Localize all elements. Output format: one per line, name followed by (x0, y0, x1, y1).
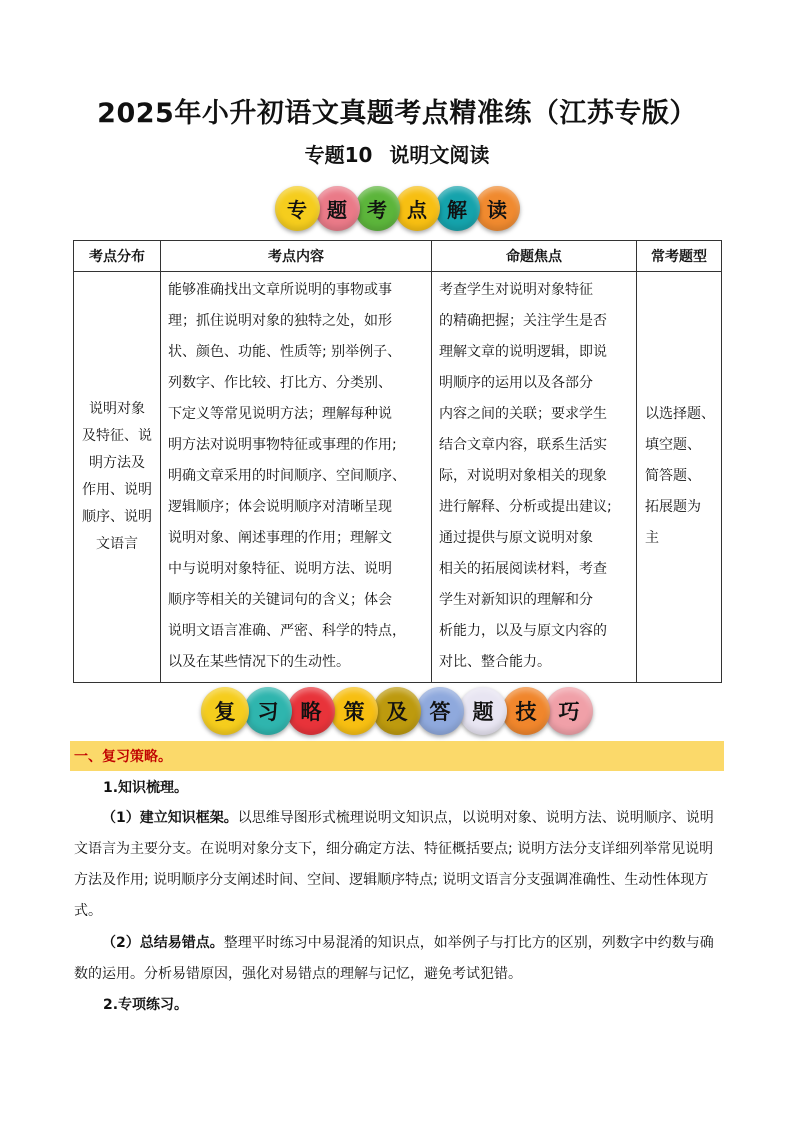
badge-circle: 答 (416, 687, 464, 735)
framework-text: 以思维导图形式梳理说明文知识点，以说明对象、说明方法、说明顺序、说明文语言为主要分支。在说明对象分支下，细分确定方法、特征概括要点; 说明方法分支详细列举常见说明方法及作用; 说明顺序分支阐述时间、空间、逻辑顺序特点; 说明文语言分支强调准确性、生动性体现方式。 (74, 810, 714, 919)
header-distribution: 考点分布 (74, 241, 161, 272)
badge-circle: 巧 (545, 687, 593, 735)
topic-subtitle: 专题10 说明文阅读 (304, 143, 490, 167)
errors-text: 整理平时练习中易混淆的知识点，如举例子与打比方的区别，列数字中约数与确数的运用。分析易错原因，强化对易错点的理解与记忆，避免考试犯错。 (74, 935, 714, 982)
badge-circle: 考 (355, 186, 400, 231)
cell-line: 明确文章采用的时间顺序、空间顺序、 (168, 468, 406, 484)
header-focus: 命题焦点 (432, 241, 637, 272)
framework-lead: （1）建立知识框架。 (102, 810, 238, 826)
cell-line: 结合文章内容，联系生活实 (439, 437, 607, 453)
cell-line: 主 (645, 530, 659, 546)
errors-lead: （2）总结易错点。 (102, 935, 224, 951)
cell-line: 理；抓住说明对象的独特之处，如形 (168, 313, 392, 329)
cell-line: 学生对新知识的理解和分 (439, 592, 593, 608)
cell-focus (432, 272, 637, 683)
cell-line: 填空题、 (645, 437, 701, 453)
cell-line: 进行解释、分析或提出建议; (439, 499, 612, 515)
cell-line: 逻辑顺序；体会说明顺序对清晰呈现 (168, 499, 392, 515)
strategy-badges (0, 687, 794, 735)
cell-line: 内容之间的关联；要求学生 (439, 406, 607, 422)
cell-types (637, 272, 722, 683)
cell-line: 以选择题、 (645, 406, 715, 422)
cell-line: 状、颜色、功能、性质等; 别举例子、 (168, 344, 402, 360)
cell-content (161, 272, 432, 683)
cell-line: 对比、整合能力。 (439, 654, 551, 670)
cell-line: 及特征、说 (82, 428, 152, 444)
cell-line: 说明文语言准确、严密、科学的特点， (168, 623, 406, 639)
cell-line: 列数字、作比较、打比方、分类别、 (168, 375, 392, 391)
badge-circle: 习 (244, 687, 292, 735)
topic-badges (0, 186, 794, 231)
badge-circle: 复 (201, 687, 249, 735)
cell-line: 理解文章的说明逻辑，即说 (439, 344, 607, 360)
cell-line: 顺序、说明 (82, 509, 152, 525)
cell-line: 拓展题为 (645, 499, 701, 515)
badge-circle: 题 (459, 687, 507, 735)
badge-circle: 略 (287, 687, 335, 735)
paragraph-errors (74, 928, 722, 990)
cell-line: 能够准确找出文章所说明的事物或事 (168, 282, 392, 298)
header-content: 考点内容 (161, 241, 432, 272)
badge-circle: 及 (373, 687, 421, 735)
cell-line: 析能力，以及与原文内容的 (439, 623, 607, 639)
cell-line: 中与说明对象特征、说明方法、说明 (168, 561, 392, 577)
subheading-practice: 2.专项练习。 (103, 997, 189, 1013)
exam-points-table (73, 240, 722, 683)
cell-line: 文语言 (96, 536, 138, 552)
cell-line: 通过提供与原文说明对象 (439, 530, 593, 546)
badge-circle: 策 (330, 687, 378, 735)
cell-distribution (74, 272, 161, 683)
cell-line: 说明对象、阐述事理的作用；理解文 (168, 530, 392, 546)
paragraph-framework (74, 803, 722, 927)
cell-line: 以及在某些情况下的生动性。 (168, 654, 350, 670)
cell-line: 明顺序的运用以及各部分 (439, 375, 593, 391)
badge-circle: 专 (275, 186, 320, 231)
cell-line: 明方法及 (89, 455, 145, 471)
cell-line: 相关的拓展阅读材料，考查 (439, 561, 607, 577)
header-types: 常考题型 (637, 241, 722, 272)
cell-line: 下定义等常见说明方法；理解每种说 (168, 406, 392, 422)
cell-line: 明方法对说明事物特征或事理的作用; (168, 437, 397, 453)
cell-line: 说明对象 (89, 401, 145, 417)
document-title: 2025年小升初语文真题考点精准练（江苏专版） (97, 98, 697, 129)
cell-line: 考查学生对说明对象特征 (439, 282, 593, 298)
cell-line: 简答题、 (645, 468, 701, 484)
table-row (74, 272, 722, 683)
cell-line: 际，对说明对象相关的现象 (439, 468, 607, 484)
cell-line: 顺序等相关的关键词句的含义；体会 (168, 592, 392, 608)
badge-circle: 技 (502, 687, 550, 735)
badge-circle: 解 (435, 186, 480, 231)
badge-circle: 题 (315, 186, 360, 231)
badge-circle: 读 (475, 186, 520, 231)
section-heading-bar (70, 741, 724, 771)
subheading-knowledge: 1.知识梳理。 (103, 780, 189, 796)
cell-line: 作用、说明 (82, 482, 152, 498)
section-heading: 一、复习策略。 (74, 749, 172, 765)
cell-line: 的精确把握；关注学生是否 (439, 313, 607, 329)
badge-circle: 点 (395, 186, 440, 231)
table-header-row (74, 241, 722, 272)
